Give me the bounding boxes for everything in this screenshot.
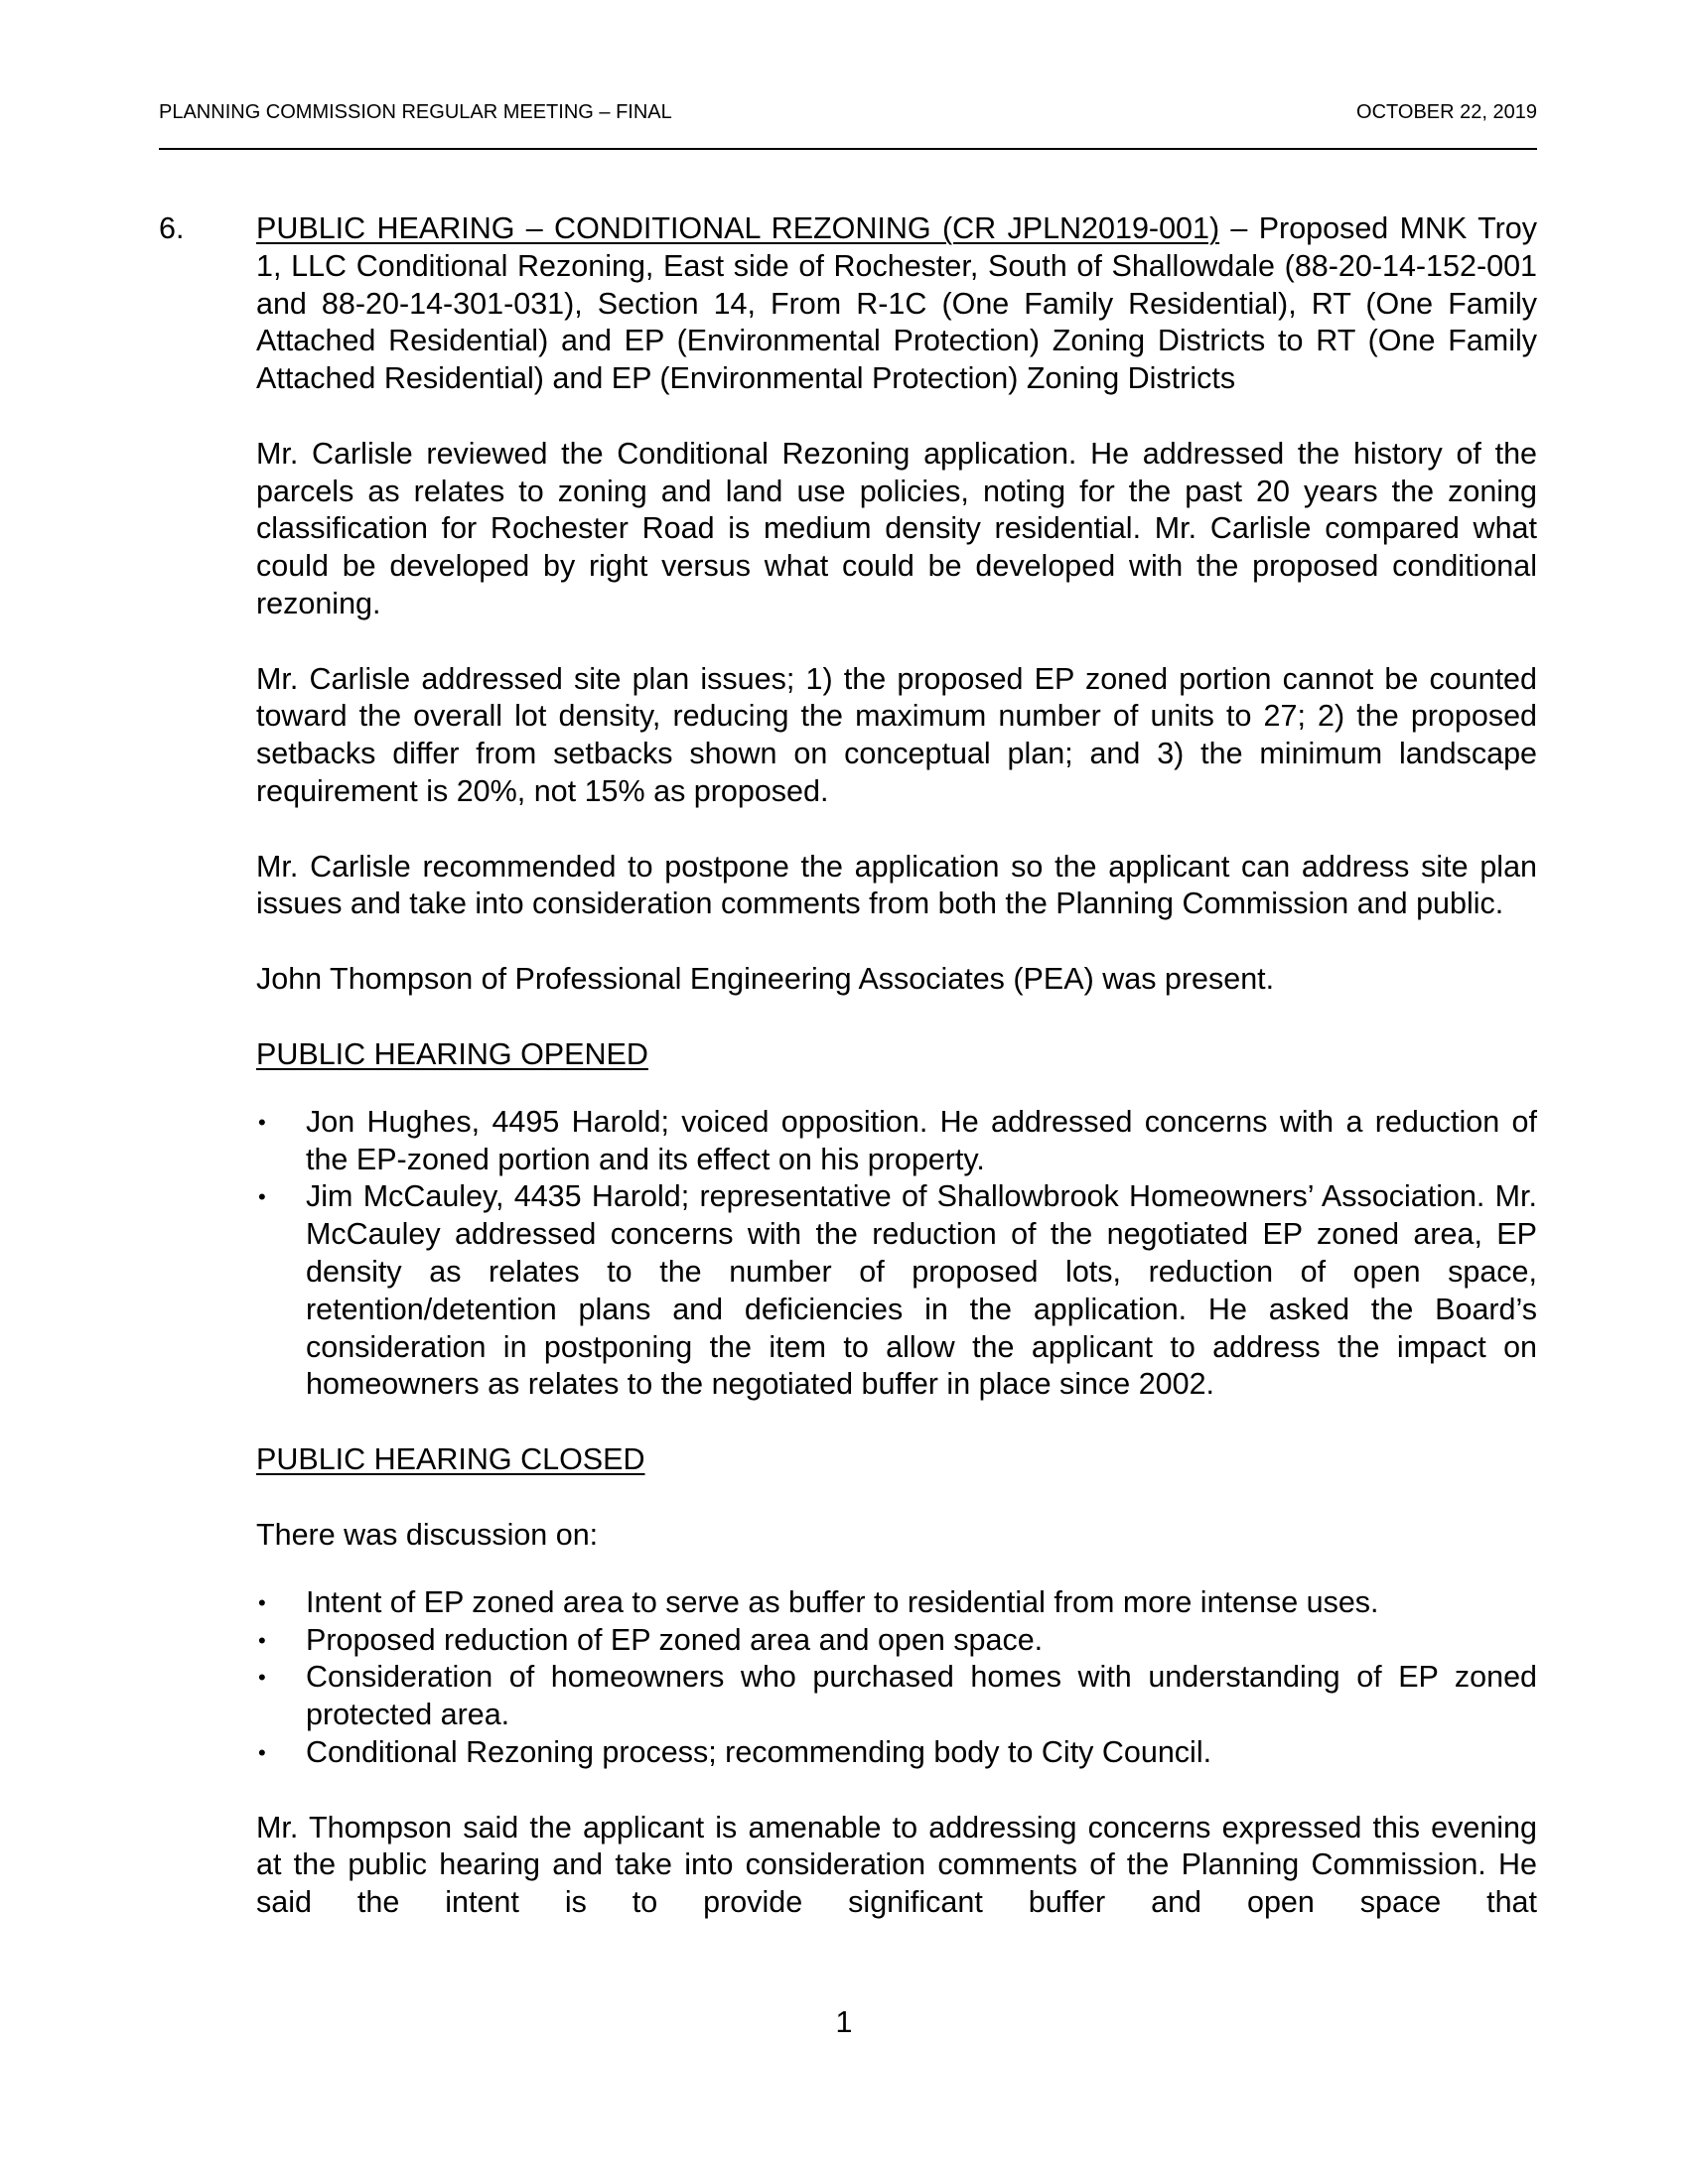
bullet-icon: • — [258, 1665, 266, 1691]
agenda-item-title: PUBLIC HEARING – CONDITIONAL REZONING (CR JPLN2019-001) — [256, 211, 1220, 245]
paragraph-site-plan-issues: Mr. Carlisle addressed site plan issues; 1) the proposed EP zoned portion cannot be counted toward the overall lot density, reducing the maximum number of units to 27; 2) the proposed setbacks differ from setbacks shown on conceptual plan; and 3) the minimum landscape requirement is 20%, not 15% as proposed. — [256, 661, 1537, 808]
public-comment-text: Jim McCauley, 4435 Harold; representative of Shallowbrook Homeowners’ Association. Mr. McCauley addressed concerns with the reduction of the negotiated EP zoned area, EP density as relates to the number of proposed lots, reduction of open space, retention/detention plans and deficiencies in the application. He asked the Board’s consideration in postponing the item to allow the applicant to address the impact on homeowners as relates to the negotiated buffer in place since 2002. — [306, 1179, 1537, 1402]
paragraph-recommendation: Mr. Carlisle recommended to postpone the application so the applicant can address site plan issues and take into consideration comments from both the Planning Commission and public. — [256, 849, 1537, 921]
paragraph-review: Mr. Carlisle reviewed the Conditional Rezoning application. He addressed the history of the parcels as relates to zoning and land use policies, noting for the past 20 years the zoning classification for Rochester Road is medium density residential. Mr. Carlisle compared what could be developed by right versus what could be developed with the proposed conditional rezoning. — [256, 436, 1537, 620]
bullet-icon: • — [258, 1109, 266, 1135]
discussion-intro: There was discussion on: — [256, 1517, 599, 1552]
list-item — [256, 1659, 1537, 1734]
public-hearing-opened-heading — [256, 1036, 1537, 1074]
header-divider — [159, 148, 1537, 150]
list-item — [256, 1622, 1537, 1660]
public-hearing-opened-label: PUBLIC HEARING OPENED — [256, 1036, 648, 1071]
bullet-icon: • — [258, 1589, 266, 1615]
list-item — [256, 1104, 1537, 1179]
discussion-item-text: Consideration of homeowners who purchased homes with understanding of EP zoned protected area. — [306, 1660, 1537, 1732]
list-item — [256, 1178, 1537, 1404]
discussion-item-text: Conditional Rezoning process; recommending body to City Council. — [306, 1735, 1212, 1770]
list-item — [256, 1584, 1537, 1622]
paragraph-attendance: John Thompson of Professional Engineering Associates (PEA) was present. — [256, 961, 1275, 996]
public-hearing-closed-heading — [256, 1441, 1537, 1479]
list-item — [256, 1734, 1537, 1772]
discussion-item-text: Proposed reduction of EP zoned area and open space. — [306, 1622, 1044, 1657]
agenda-item-description: – Proposed MNK Troy 1, LLC Conditional Rezoning, East side of Rochester, South of Shallowdale (88-20-14-152-001 and 88-20-14-301-031), Section 14, From R-1C (One Family Residential), RT (One Family Attached Residential) and EP (Environmental Protection) Zoning Districts to RT (One Family Attached Residential) and EP (Environmental Protection) Zoning Districts — [256, 211, 1537, 396]
paragraph-applicant-response: Mr. Thompson said the applicant is amenable to addressing concerns expressed this evening at the public hearing and take into consideration comments of the Planning Commission. He said the intent is to provide significant buffer and open space that — [256, 1810, 1537, 1920]
agenda-item-number: 6. — [159, 211, 185, 245]
bullet-icon: • — [258, 1627, 266, 1653]
page-header — [159, 99, 1537, 125]
meeting-date: OCTOBER 22, 2019 — [1356, 101, 1537, 123]
agenda-item-heading — [256, 210, 1537, 398]
bullet-icon: • — [258, 1184, 266, 1210]
public-comments-list — [256, 1104, 1537, 1404]
public-hearing-closed-label: PUBLIC HEARING CLOSED — [256, 1442, 645, 1476]
discussion-item-text: Intent of EP zoned area to serve as buffer to residential from more intense uses. — [306, 1584, 1379, 1619]
meeting-title: PLANNING COMMISSION REGULAR MEETING – FINAL — [159, 101, 672, 123]
discussion-list — [256, 1584, 1537, 1772]
page-number: 1 — [835, 2005, 853, 2039]
bullet-icon: • — [258, 1740, 266, 1766]
document-body — [159, 210, 1537, 1922]
public-comment-text: Jon Hughes, 4495 Harold; voiced opposition. He addressed concerns with a reduction of the EP-zoned portion and its effect on his property. — [306, 1104, 1537, 1176]
